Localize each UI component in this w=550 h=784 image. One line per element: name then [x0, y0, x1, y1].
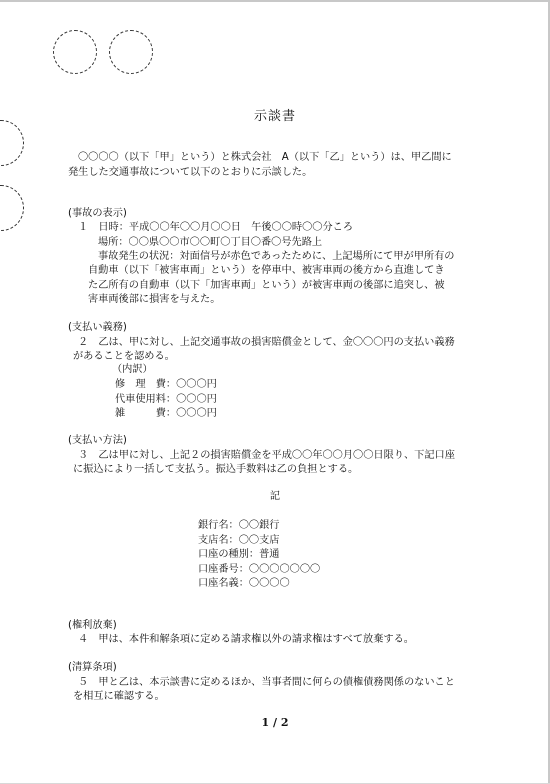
accident-line-5: た乙所有の自動車（以下「加害車両」という）が被害車両の後部に追突し、被 — [88, 280, 445, 291]
document-title: 示談書 — [253, 109, 296, 124]
accident-line-2: 場所：〇〇県〇〇市〇〇町〇丁目〇番〇号先路上 — [98, 237, 323, 248]
branch-name: 支店名：〇〇支店 — [198, 535, 280, 546]
account-number: 口座番号：〇〇〇〇〇〇〇 — [198, 564, 321, 575]
payment-method-line-2: に振込により一括して支払う。振込手数料は乙の負担とする。 — [73, 464, 359, 475]
intro-line-1: 〇〇〇〇（以下「甲」という）と株式会社 A（以下「乙」という）は、甲乙間に — [78, 152, 452, 163]
waiver-heading: (権利放棄) — [68, 620, 117, 631]
accident-line-3: 事故発生の状況：対面信号が赤色であったために、上記場所にて甲が甲所有の — [98, 251, 455, 262]
stamp-circle-left — [53, 30, 97, 74]
payment-obligation-line-1: ２ 乙は、甲に対し、上記交通事故の損害賠償金として、金〇〇〇円の支払い義務 — [78, 337, 455, 348]
payment-obligation-heading: (支払い義務) — [68, 322, 127, 333]
punch-hole-bottom — [0, 185, 24, 231]
settlement-heading: (清算条項) — [68, 662, 117, 673]
payment-method-heading: (支払い方法) — [68, 435, 127, 446]
accident-line-6: 害車両後部に損害を与えた。 — [88, 294, 221, 305]
punch-hole-top — [0, 120, 24, 166]
payment-obligation-line-2: があることを認める。 — [73, 351, 175, 362]
stamp-circle-right — [109, 30, 153, 74]
breakdown-item-3: 雑 費：〇〇〇円 — [115, 408, 217, 419]
account-holder: 口座名義：〇〇〇〇 — [198, 578, 290, 589]
payment-method-line-1: ３ 乙は甲に対し、上記２の損害賠償金を平成〇〇年〇〇月〇〇日限り、下記口座 — [78, 450, 455, 461]
bank-name: 銀行名：〇〇銀行 — [198, 520, 280, 531]
intro-line-2: 発生した交通事故について以下のとおりに示談した。 — [68, 167, 313, 178]
settlement-line-2: を相互に確認する。 — [73, 691, 165, 702]
breakdown-label: （内訳） — [112, 364, 153, 375]
breakdown-item-1: 修 理 費：〇〇〇円 — [115, 379, 217, 390]
accident-line-4: 自動車（以下「被害車両」という）を停車中、被害車両の後方から直進してき — [88, 265, 445, 276]
ki-heading: 記 — [269, 491, 281, 502]
settlement-line-1: ５ 甲と乙は、本示談書に定めるほか、当事者間に何らの債権債務関係のないこと — [78, 677, 455, 688]
page-number: 1 / 2 — [261, 716, 289, 729]
breakdown-item-2: 代車使用料：〇〇〇円 — [115, 394, 217, 405]
accident-heading: (事故の表示) — [68, 208, 127, 219]
accident-line-1: １ 日時：平成〇〇年〇〇月〇〇日 午後〇〇時〇〇分ころ — [78, 222, 354, 233]
account-type: 口座の種別：普通 — [198, 549, 280, 560]
page-border-top — [0, 0, 550, 2]
waiver-line-1: ４ 甲は、本件和解条項に定める請求権以外の請求権はすべて放棄する。 — [78, 634, 414, 645]
